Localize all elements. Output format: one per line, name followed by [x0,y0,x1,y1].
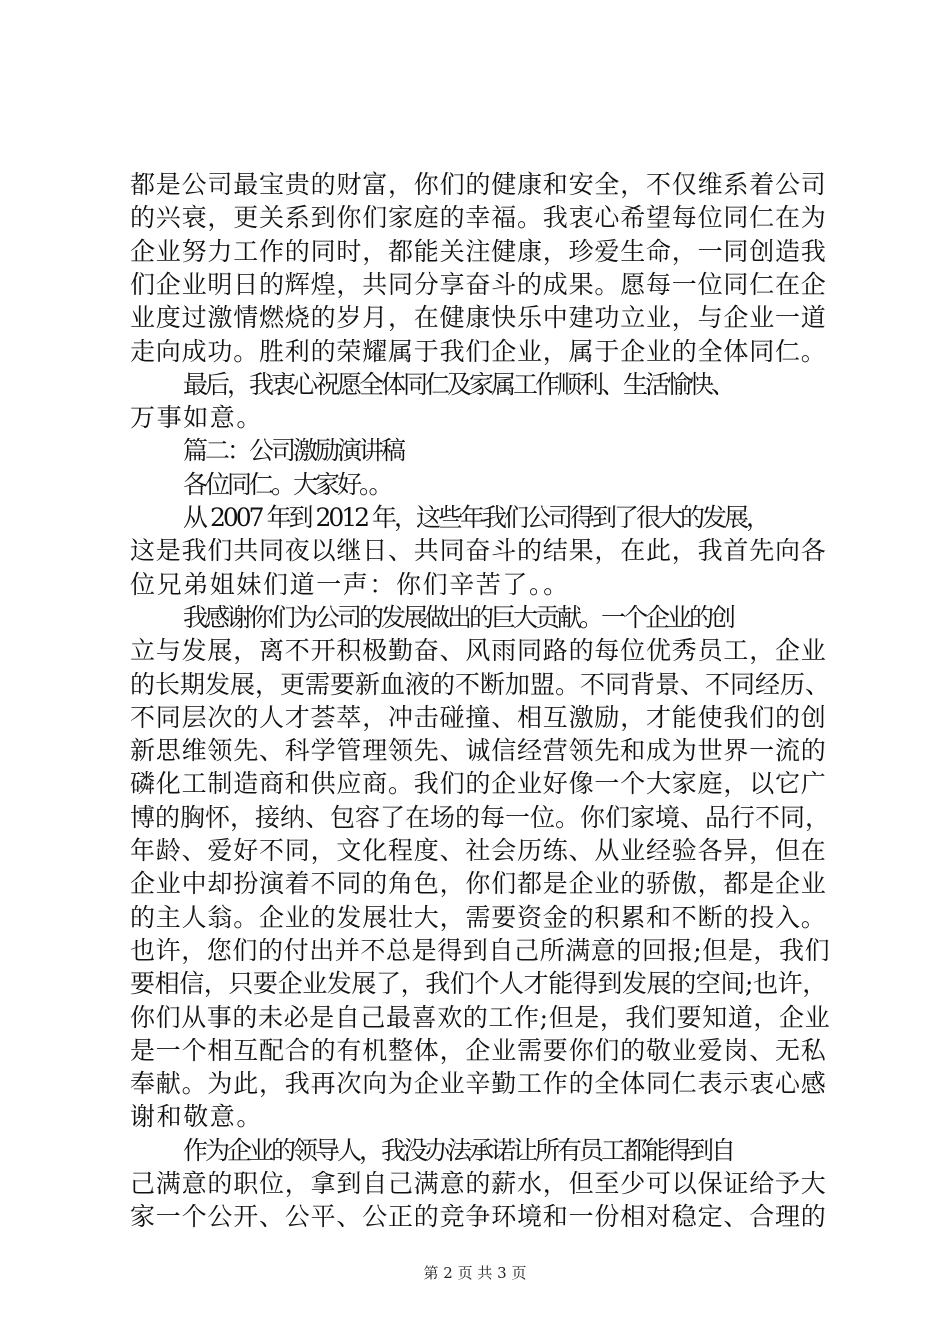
text-line: 作为企业的领导人，我没办法承诺让所有员工都能得到自 [183,1135,734,1165]
text-line: 都是公司最宝贵的财富，你们的健康和安全，不仅维系着公司 [130,170,827,199]
text-line: 不同层次的人才荟萃，冲击碰撞、相互激励，才能使我们的创 [130,702,827,732]
text-line: 磷化工制造商和供应商。我们的企业好像一个大家庭，以它广 [130,769,827,799]
text-line: 从 2007 年到 2012 年，这些年我们公司得到了很大的发展， [183,503,769,532]
text-line: 万事如意。 [130,403,264,433]
text-line: 我感谢你们为公司的发展做出的巨大贡献。一个企业的创 [183,602,734,632]
text-line: 立与发展，离不开积极勤奋、风雨同路的每位优秀员工，企业 [130,636,827,666]
text-line: 业度过激情燃烧的岁月，在健康快乐中建功立业，与企业一道 [130,303,827,333]
text-line: 奉献。为此，我再次向为企业辛勤工作的全体同仁表示衷心感 [130,1069,827,1099]
text-line: 企业中却扮演着不同的角色，你们都是企业的骄傲，都是企业 [130,869,827,899]
text-line: 是一个相互配合的有机整体，企业需要你们的敬业爱岗、无私 [130,1035,827,1065]
text-line: 博的胸怀，接纳、包容了在场的每一位。你们家境、品行不同， [130,802,831,832]
text-line: 你们从事的未必是自己最喜欢的工作;但是，我们要知道，企业 [130,1002,831,1032]
text-line: 己满意的职位，拿到自己满意的薪水，但至少可以保证给予大 [130,1169,827,1198]
section-heading: 篇二：公司激励演讲稿 [183,436,404,466]
text-line: 这是我们共同夜以继日、共同奋斗的结果，在此，我首先向各 [130,536,827,566]
text-line: 年龄、爱好不同，文化程度、社会历练、从业经验各异，但在 [130,836,827,865]
page-number-footer: 第 2 页 共 3 页 [423,1264,527,1282]
text-line: 也许，您们的付出并不总是得到自己所满意的回报;但是，我们 [130,935,831,965]
text-line: 新思维领先、科学管理领先、诚信经营领先和成为世界一流的 [130,736,827,766]
text-line: 企业努力工作的同时，都能关注健康，珍爱生命，一同创造我 [130,236,827,266]
text-line: 的兴衰，更关系到你们家庭的幸福。我衷心希望每位同仁在为 [130,203,827,233]
text-line: 们企业明日的辉煌，共同分享奋斗的成果。愿每一位同仁在企 [130,269,827,299]
text-line: 的主人翁。企业的发展壮大，需要资金的积累和不断的投入。 [130,902,827,932]
text-line: 位兄弟姐妹们道一声：你们辛苦了。。 [130,569,570,599]
text-line: 的长期发展，更需要新血液的不断加盟。不同背景、不同经历、 [130,669,831,699]
text-line: 要相信，只要企业发展了，我们个人才能得到发展的空间;也许， [130,969,827,999]
text-line: 谢和敬意。 [130,1102,264,1132]
greeting-line: 各位同仁。大家好。。 [183,469,391,499]
text-line: 走向成功。胜利的荣耀属于我们企业，属于企业的全体同仁。 [130,336,827,366]
text-line: 最后，我衷心祝愿全体同仁及家属工作顺利、生活愉快、 [183,369,734,399]
text-line: 家一个公开、公平、公正的竞争环境和一份相对稳定、合理的 [130,1202,827,1232]
